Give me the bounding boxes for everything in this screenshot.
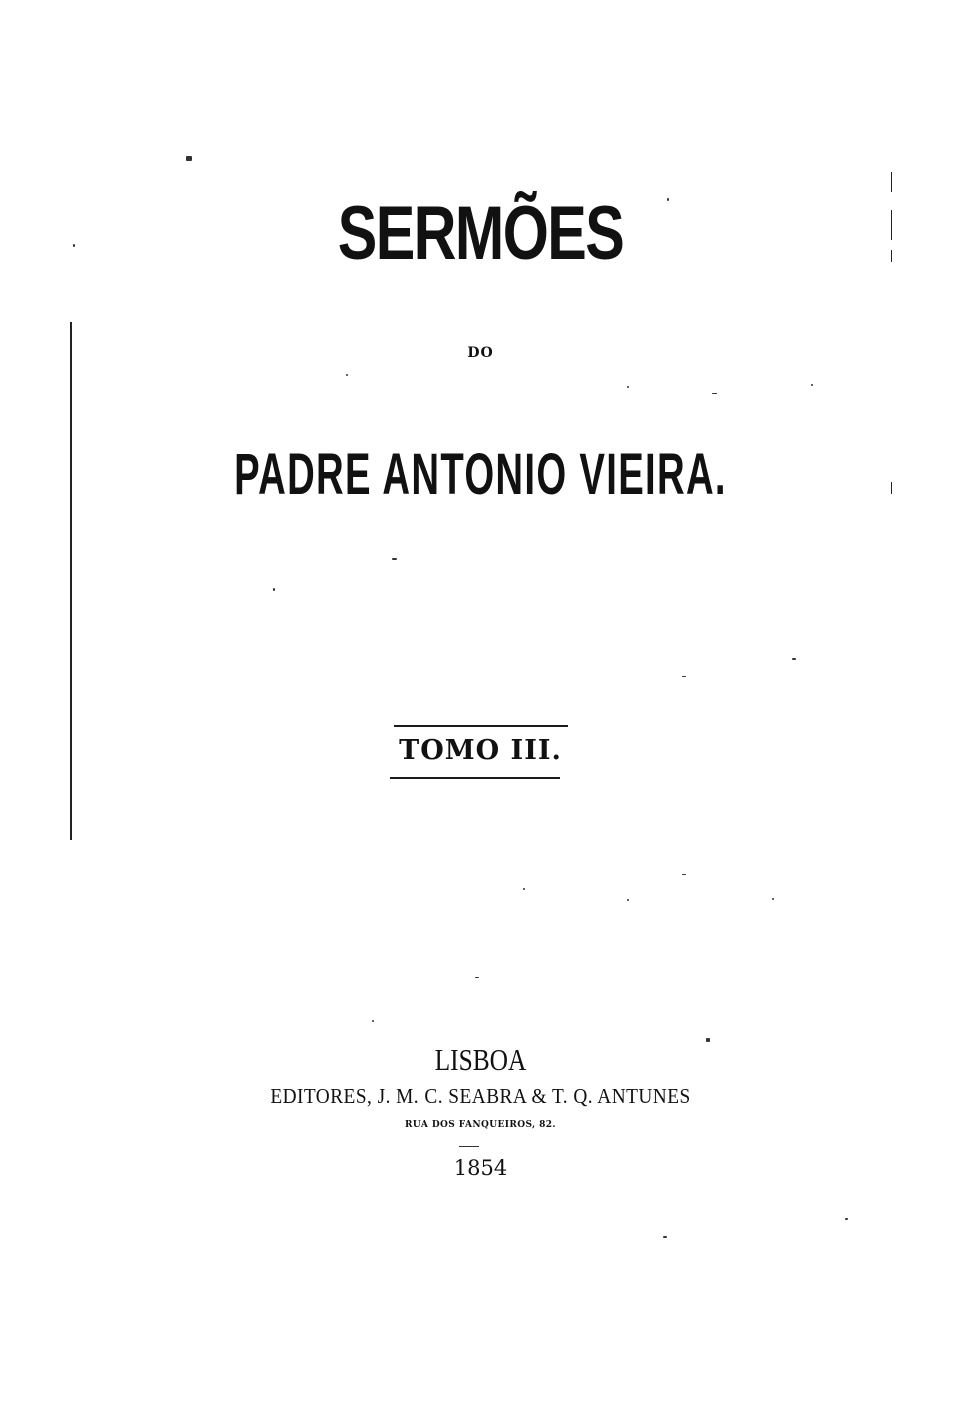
- dust-speck: [475, 977, 479, 978]
- volume-number: TOMO III.: [399, 735, 562, 766]
- dust-speck: [273, 588, 275, 591]
- volume-rule-top: [394, 725, 568, 727]
- volume-rule-bottom: [390, 777, 560, 779]
- dust-speck: [706, 1038, 710, 1042]
- title-preposition: DO: [467, 345, 494, 361]
- imprint-city: LISBOA: [434, 1042, 527, 1077]
- dust-speck: [186, 156, 192, 161]
- dust-speck: [392, 558, 397, 560]
- right-edge-mark: [891, 172, 892, 192]
- dust-speck: [845, 1218, 848, 1220]
- dust-speck: [627, 899, 629, 901]
- dust-speck: [627, 386, 629, 388]
- imprint-year: 1854: [453, 1156, 508, 1180]
- dust-speck: [346, 374, 348, 376]
- dust-speck: [712, 393, 717, 394]
- dust-speck: [811, 384, 813, 386]
- imprint-publisher: EDITORES, J. M. C. SEABRA & T. Q. ANTUNES: [270, 1084, 691, 1108]
- imprint-address: RUA DOS FANQUEIROS, 82.: [405, 1120, 556, 1130]
- book-title: SERMÕES: [337, 191, 624, 276]
- right-edge-mark: [891, 210, 892, 240]
- dust-speck: [792, 658, 796, 660]
- dust-speck: [372, 1020, 374, 1022]
- imprint-divider: [459, 1146, 479, 1147]
- dust-speck: [523, 888, 525, 890]
- right-edge-mark: [891, 482, 892, 494]
- dust-speck: [682, 874, 686, 875]
- dust-speck: [663, 1236, 667, 1238]
- dust-speck: [73, 244, 75, 247]
- right-edge-mark: [891, 250, 892, 262]
- dust-speck: [682, 676, 686, 677]
- author-name: PADRE ANTONIO VIEIRA.: [234, 442, 727, 507]
- dust-speck: [772, 898, 774, 900]
